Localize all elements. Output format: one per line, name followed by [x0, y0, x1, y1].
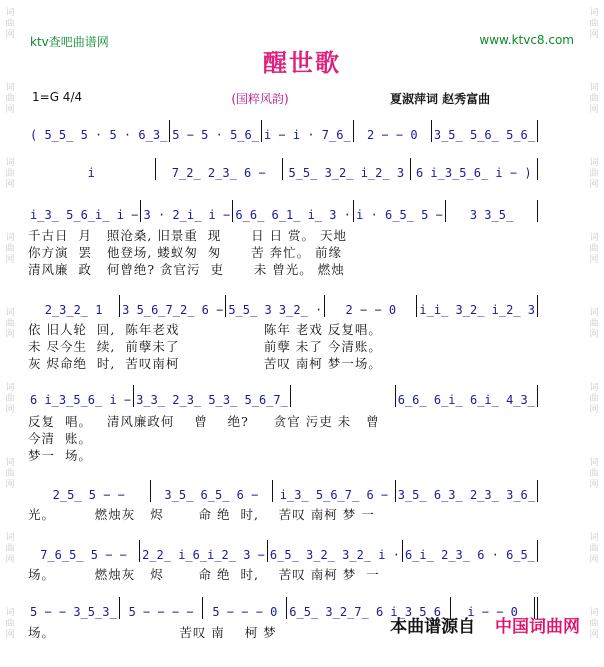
measure: 6̲5̲ 3̲2̲ 3̲2̲ i · [268, 540, 403, 562]
measure: i [28, 158, 156, 180]
measure: i̲3̲ 5̲6̲i̲ i − [28, 200, 141, 222]
score-line [28, 200, 538, 222]
measure: 3̲5̲ 6̲5̲ 6 − [151, 480, 274, 502]
score-line [28, 385, 538, 407]
site-name-left: ktv查吧曲谱网 [30, 35, 109, 49]
watermark-text: 词 曲 网 [5, 383, 15, 415]
measure [291, 385, 396, 407]
watermark-text: 词 曲 网 [5, 308, 15, 340]
lyric-line: 场。 苦叹 南 柯 梦 [28, 625, 277, 640]
score-line [28, 295, 538, 317]
measure: 6 i̲3̲5̲6̲ i − [28, 385, 134, 407]
watermark-text: 词 曲 网 [5, 233, 15, 265]
watermark-text: 词 曲 网 [589, 8, 599, 40]
measure: 2̲3̲2̲ 1 [28, 295, 120, 317]
measure: 3̲5̲ 5̲6̲ 5̲6̲ [432, 120, 538, 142]
measure: 5 − 5 · 5̲6̲ [170, 120, 262, 142]
lyric-line: 未 尽今生 续, 前孽未了 前孽 未了 今清账。 [28, 339, 382, 354]
footer-brand: 中国词曲网 [495, 617, 580, 637]
lyric-line: 梦一 场。 [28, 448, 92, 463]
watermark-text: 词 曲 网 [589, 83, 599, 115]
measure: 3 · 2̲i̲ i − [141, 200, 233, 222]
measure: i − i · 7̲6̲ [262, 120, 354, 142]
lyric-line: 依 旧人轮 回, 陈年老戏 陈年 老戏 反复唱。 [28, 322, 382, 337]
measure: 3 5̲6̲7̲2̲ 6 − [120, 295, 226, 317]
measure: i̲i̲ 3̲2̲ i̲2̲ 3 [417, 295, 538, 317]
measure: 6̲5̲ 3̲2̲7̲ 6 i̲3̲5̲6̲ [287, 597, 451, 619]
watermark-text: 词 曲 网 [5, 608, 15, 640]
watermark-text: 词 曲 网 [589, 383, 599, 415]
watermark-text: 词 曲 网 [5, 158, 15, 190]
measure: 5 − − 3̲5̲3̲ [28, 597, 120, 619]
lyric-line: 场。 燃烛灰 烬 命 绝 时, 苦叹 南柯 梦 一 [28, 567, 380, 582]
lyric-line: 今清 账。 [28, 431, 92, 446]
measure: 6̲6̲ 6̲1̲ i̲ 3 · [233, 200, 354, 222]
key-meter: 1=G 4/4 [32, 90, 83, 104]
measure: 2 − − 0 [354, 120, 432, 142]
watermark-text: 词 曲 网 [589, 458, 599, 490]
measure: 2 − − 0 [325, 295, 417, 317]
credits: 夏淑萍词 赵秀富曲 [390, 92, 491, 106]
watermark-text: 词 曲 网 [5, 533, 15, 565]
score-line [28, 158, 538, 180]
measure: 5̲5̲ 3̲2̲ i̲2̲ 3 [283, 158, 411, 180]
watermark-text: 词 曲 网 [5, 83, 15, 115]
score-line [28, 540, 538, 562]
measure: 3̲5̲ 6̲3̲ 2̲3̲ 3̲6̲ [396, 480, 538, 502]
lyric-line: 光。 燃烛灰 烬 命 绝 时, 苦叹 南柯 梦 一 [28, 507, 375, 522]
watermark-text: 词 曲 网 [589, 533, 599, 565]
measure: i̲3̲ 5̲6̲7̲ 6 − [273, 480, 396, 502]
measure: 5 − − − 0 [203, 597, 287, 619]
footer-source: 本曲谱源自 [390, 617, 476, 637]
score-line [28, 120, 538, 142]
watermark-text: 词 曲 网 [5, 458, 15, 490]
lyric-line: 反复 唱。 清风廉政何 曾 绝? 贪官 污吏 未 曾 [28, 414, 380, 429]
watermark-text: 词 曲 网 [589, 233, 599, 265]
lyric-line: 你方演 罢 他登场, 蝼蚁匆 匆 苦 奔忙。 前缘 [28, 245, 343, 260]
footer [390, 612, 580, 637]
measure: ( 5̲5̲ 5 · 5 · 6̲3̲ [28, 120, 170, 142]
watermark-text: 词 曲 网 [589, 158, 599, 190]
measure: 5 − − − − [120, 597, 204, 619]
measure: 3̲3̲ 2̲3̲ 5̲3̲ 5̲6̲7̲ [134, 385, 291, 407]
watermark-text: 词 曲 网 [5, 8, 15, 40]
watermark-text: 词 曲 网 [589, 608, 599, 640]
measure: 6̲6̲ 6̲i̲ 6̲i̲ 4̲3̲ [396, 385, 538, 407]
score-line [28, 480, 538, 502]
measure: 7̲6̲5̲ 5 − − [28, 540, 140, 562]
style-label: (国粹风韵) [231, 92, 289, 106]
measure: 5̲5̲ 3 3̲2̲ · [226, 295, 325, 317]
measure: 2̲2̲ i̲6̲i̲2̲ 3 − [140, 540, 268, 562]
lyric-line: 千古日 月 照沧桑, 旧景重 现 日 日 赏。 天地 [28, 228, 348, 243]
measure: 6 i̲3̲5̲6̲ i − ) [411, 158, 539, 180]
lyric-line: 灰 烬命绝 时, 苦叹南柯 苦叹 南柯 梦一场。 [28, 356, 382, 371]
lyric-line: 清风廉 政 何曾绝? 贪官污 吏 未 曾光。 燃烛 [28, 262, 345, 277]
measure: 3 3̲5̲ [446, 200, 538, 222]
measure: i · 6̲5̲ 5 − [354, 200, 446, 222]
watermark-text: 词 曲 网 [589, 308, 599, 340]
measure: i − − 0 [451, 597, 538, 619]
measure: 2̲5̲ 5 − − [28, 480, 151, 502]
measure: 7̲2̲ 2̲3̲ 6 − [156, 158, 284, 180]
measure: 6̲i̲ 2̲3̲ 6 · 6̲5̲ [403, 540, 538, 562]
song-title: 醒世歌 [263, 48, 341, 77]
site-url-right: www.ktvc8.com [479, 33, 574, 47]
